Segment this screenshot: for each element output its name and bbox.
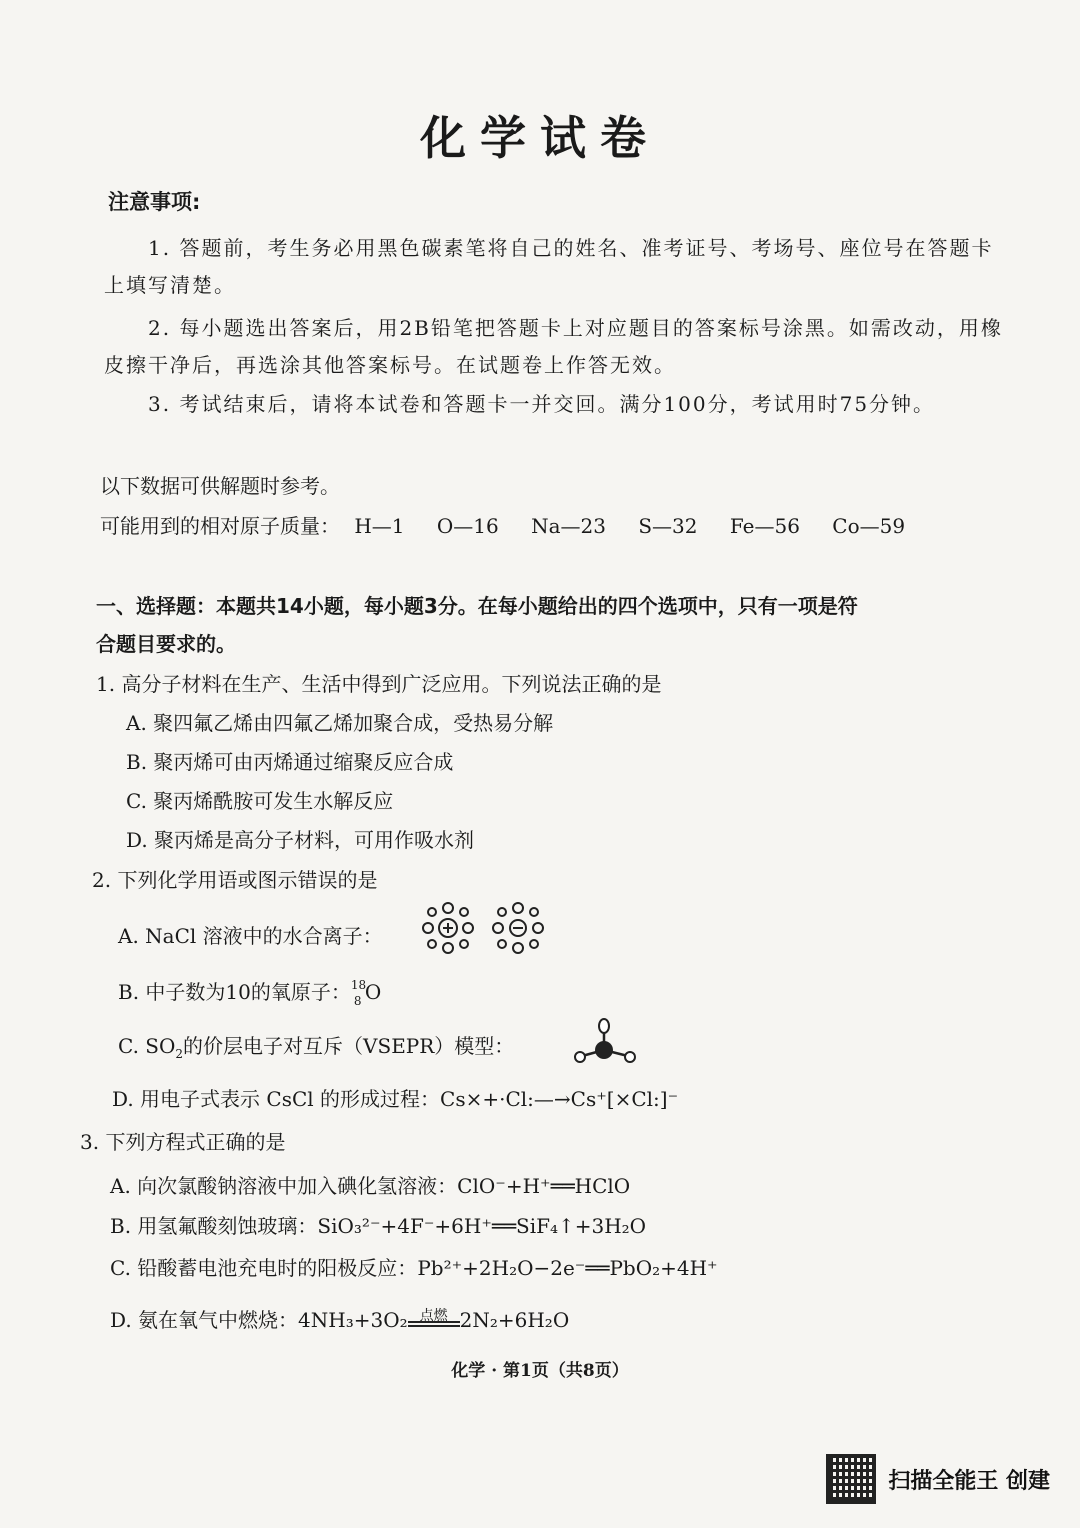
q2-d-text: D. 用电子式表示 CsCl 的形成过程： (112, 1087, 441, 1111)
reaction-condition (408, 1308, 460, 1327)
q1-option-d: D. 聚丙烯是高分子材料，可用作吸水剂 (126, 828, 475, 852)
q2-option-b (118, 976, 382, 1008)
section1-heading-1: 一、选择题：本题共14小题，每小题3分。在每小题给出的四个选项中，只有一项是符 (96, 594, 858, 618)
q2-c-text-2: 的价层电子对互斥（VSEPR）模型： (183, 1034, 515, 1058)
notice-item-3: 3. 考试结束后，请将本试卷和答题卡一并交回。满分100分，考试用时75分钟。 (148, 392, 936, 416)
reference-masses (100, 510, 905, 539)
q3-d-eq-left: 4NH₃+3O₂ (298, 1308, 408, 1332)
notice-item-2: 2. 每小题选出答案后，用2B铅笔把答题卡上对应题目的答案标号涂黑。如需改动，用橡皮擦干净后，再选涂其他答案标号。在试题卷上作答无效。 (104, 316, 1003, 377)
q3-option-b (110, 1210, 646, 1239)
q3-d-eq-right: 2N₂+6H₂O (459, 1308, 570, 1332)
reference-intro: 以下数据可供解题时参考。 (100, 474, 340, 498)
mass-h: H—1 (354, 514, 405, 538)
page-footer: 化学 · 第1页（共8页） (451, 1361, 629, 1381)
mass-number: 18 (350, 977, 367, 992)
q3-option-c (110, 1252, 718, 1281)
q1-option-b: B. 聚丙烯可由丙烯通过缩聚反应合成 (126, 750, 454, 774)
q2-c-sub: 2 (175, 1047, 184, 1061)
mass-na: Na—23 (531, 514, 606, 538)
q2-c-text: C. SO (118, 1034, 176, 1058)
q3-option-d (110, 1304, 569, 1333)
isotope-numbers (350, 977, 367, 1008)
q1-option-a: A. 聚四氟乙烯由四氟乙烯加聚合成，受热易分解 (126, 711, 554, 735)
q2-d-formula: Cs×+·Cl:—→Cs⁺[×Cl:]⁻ (440, 1087, 679, 1111)
q3-a-eq: ClO⁻+H⁺══HClO (457, 1174, 631, 1198)
mass-co: Co—59 (832, 514, 906, 538)
mass-s: S—32 (638, 514, 698, 538)
q2-option-a: A. NaCl 溶液中的水合离子： (118, 924, 383, 948)
vsepr-model-diagram (570, 1016, 642, 1066)
q2-option-d (112, 1083, 678, 1112)
scanner-watermark (826, 1454, 1050, 1504)
q3-b-eq: SiO₃²⁻+4F⁻+6H⁺══SiF₄↑+3H₂O (317, 1214, 647, 1238)
q3-b-text: B. 用氢氟酸刻蚀玻璃： (110, 1214, 318, 1238)
isotope-symbol: O (364, 980, 382, 1004)
q2-b-text: B. 中子数为10的氧原子： (118, 980, 351, 1004)
q1-option-c: C. 聚丙烯酰胺可发生水解反应 (126, 789, 394, 813)
masses-label: 可能用到的相对原子质量： (100, 514, 340, 538)
notice-heading: 注意事项: (108, 190, 201, 214)
mass-fe: Fe—56 (729, 514, 800, 538)
qr-code-icon (826, 1454, 876, 1504)
q2-stem: 2. 下列化学用语或图示错误的是 (92, 868, 378, 892)
q3-c-eq: Pb²⁺+2H₂O−2e⁻══PbO₂+4H⁺ (417, 1256, 718, 1280)
watermark-text: 扫描全能王 创建 (888, 1468, 1050, 1494)
hydrated-ions-diagram (410, 898, 560, 958)
q3-stem: 3. 下列方程式正确的是 (80, 1130, 286, 1154)
q2-option-c (118, 1030, 514, 1061)
q3-d-text: D. 氨在氧气中燃烧： (110, 1308, 299, 1332)
section1-heading-2: 合题目要求的。 (96, 632, 236, 656)
q3-a-text: A. 向次氯酸钠溶液中加入碘化氢溶液： (110, 1174, 458, 1198)
q1-stem: 1. 高分子材料在生产、生活中得到广泛应用。下列说法正确的是 (96, 672, 662, 696)
q3-option-a (110, 1170, 630, 1199)
q3-c-text: C. 铅酸蓄电池充电时的阳极反应： (110, 1256, 418, 1280)
page-title: 化学试卷 (420, 111, 660, 165)
condition-text: 点燃 (419, 1308, 448, 1324)
mass-o: O—16 (436, 514, 499, 538)
notice-item-1: 1. 答题前，考生务必用黑色碳素笔将自己的姓名、准考证号、考场号、座位号在答题卡上填写清楚。 (104, 236, 994, 297)
atomic-number: 8 (353, 993, 362, 1008)
